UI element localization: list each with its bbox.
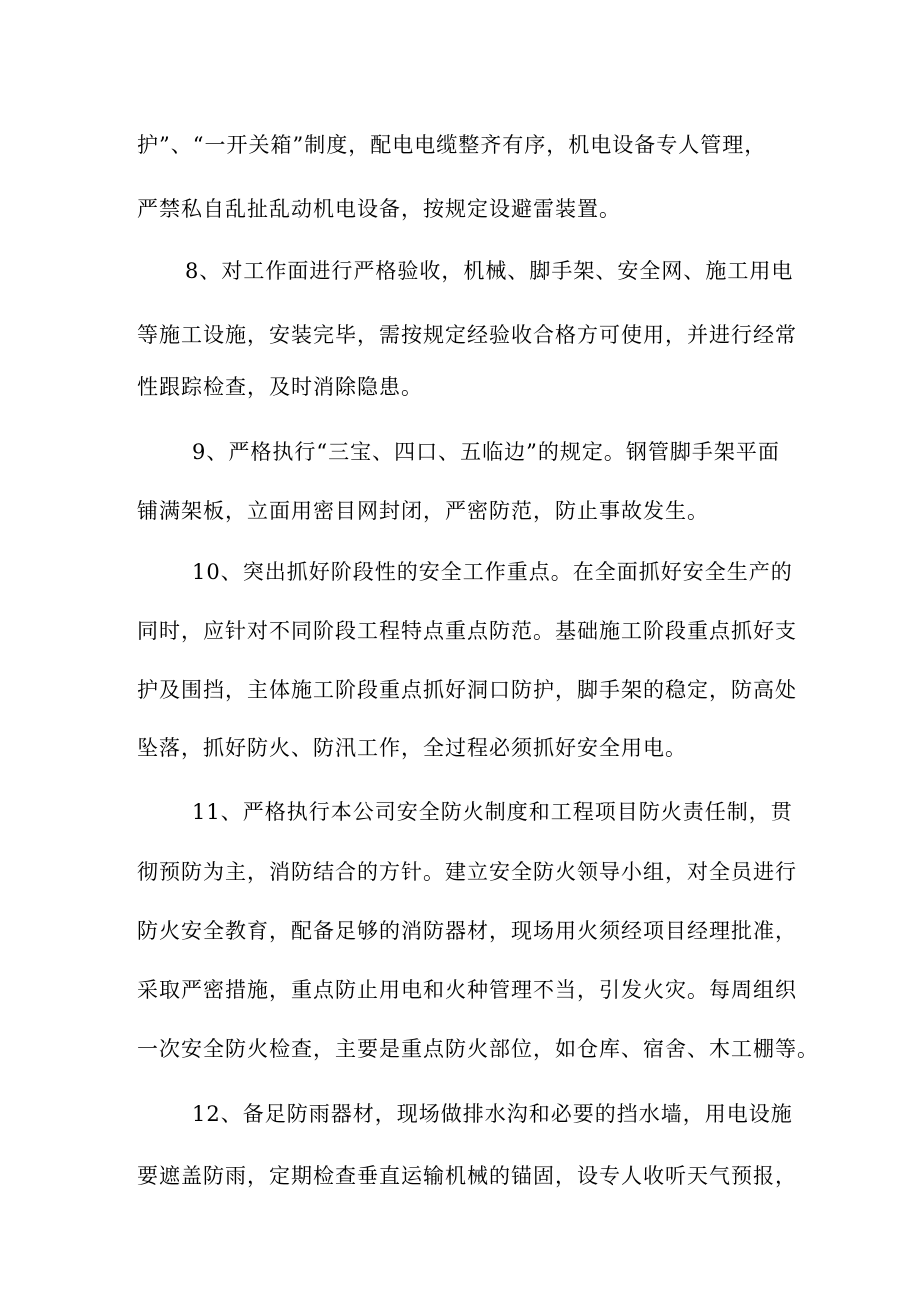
text-line: 护”、“一开关箱”制度，配电电缆整齐有序，机电设备专人管理， xyxy=(137,133,767,157)
text-line: 要遮盖防雨，定期检查垂直运输机械的锚固，设专人收听天气预报， xyxy=(137,1164,797,1188)
text-line: 彻预防为主，消防结合的方针。建立安全防火领导小组，对全员进行 xyxy=(137,860,797,884)
text-line: 等施工设施，安装完毕，需按规定经验收合格方可使用，并进行经常 xyxy=(137,323,797,347)
text-line: 性跟踪检查，及时消除隐患。 xyxy=(137,375,423,399)
text-line: 坠落，抓好防火、防汛工作，全过程必须抓好安全用电。 xyxy=(137,736,687,760)
paragraph-9-line: 9、严格执行“三宝、四口、五临边”的规定。钢管脚手架平面 xyxy=(192,440,780,464)
paragraph-10-line: 10、突出抓好阶段性的安全工作重点。在全面抓好安全生产的 xyxy=(192,560,793,584)
text-line: 严禁私自乱扯乱动机电设备，按规定设避雷装置。 xyxy=(137,197,621,221)
paragraph-12-line: 12、备足防雨器材，现场做排水沟和必要的挡水墙，用电设施 xyxy=(192,1102,793,1126)
text-line: 防火安全教育，配备足够的消防器材，现场用火须经项目经理批准， xyxy=(137,919,797,943)
text-line: 铺满架板，立面用密目网封闭，严密防范，防止事故发生。 xyxy=(137,499,709,523)
text-line: 采取严密措施，重点防止用电和火种管理不当，引发火灾。每周组织 xyxy=(137,978,797,1002)
paragraph-8-line: 8、对工作面进行严格验收，机械、脚手架、安全网、施工用电 xyxy=(185,259,794,283)
text-line: 同时，应针对不同阶段工程特点重点防范。基础施工阶段重点抓好支 xyxy=(137,619,797,643)
text-line: 一次安全防火检查，主要是重点防火部位，如仓库、宿舍、木工棚等。 xyxy=(137,1037,819,1061)
paragraph-11-line: 11、严格执行本公司安全防火制度和工程项目防火责任制，贯 xyxy=(192,800,793,824)
text-line: 护及围挡，主体施工阶段重点抓好洞口防护，脚手架的稳定，防高处 xyxy=(137,678,797,702)
